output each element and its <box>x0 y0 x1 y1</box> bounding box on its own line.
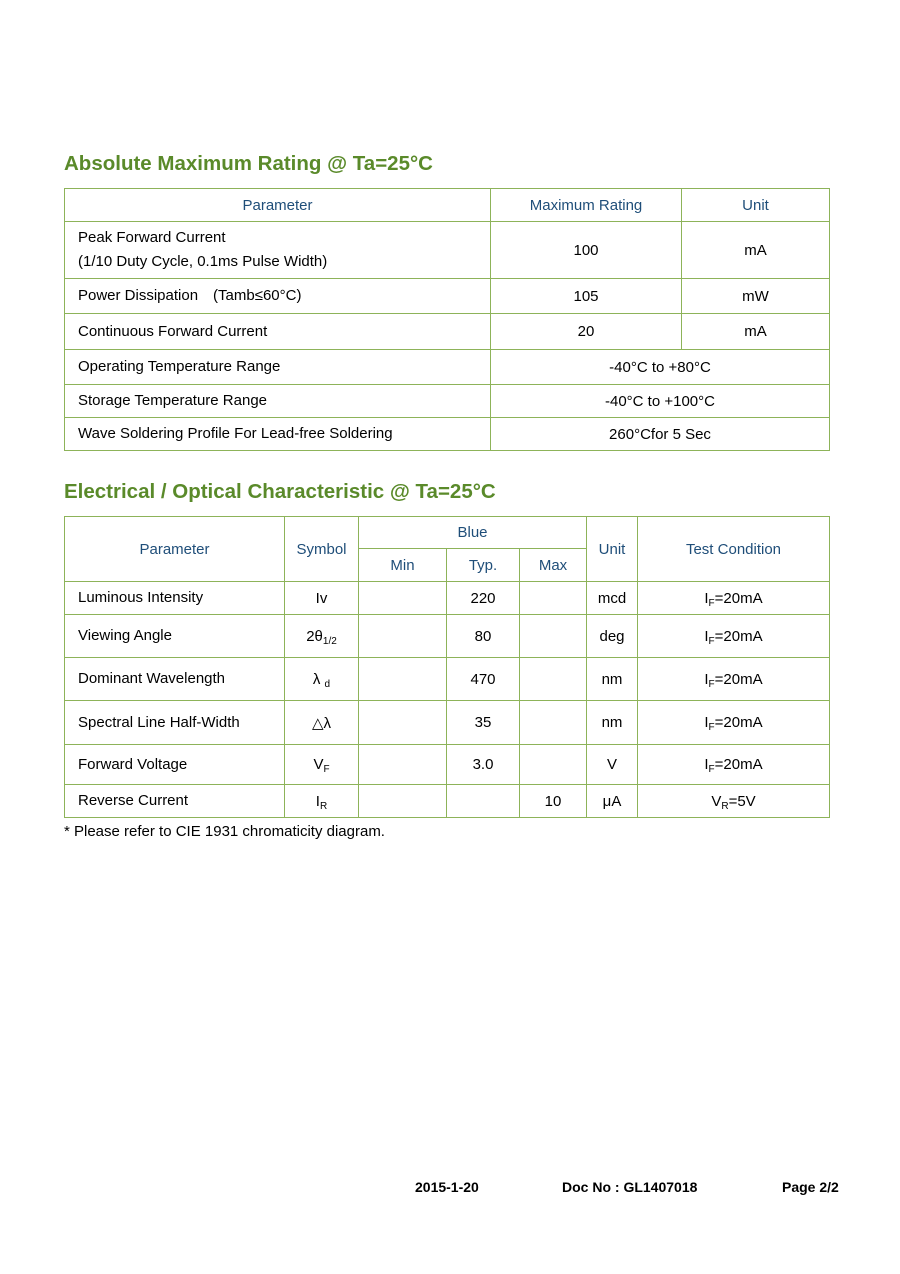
symbol-text: λ <box>312 670 325 688</box>
symbol-sub: R <box>319 800 328 812</box>
condition-cell <box>638 785 830 818</box>
condition-cell <box>638 701 830 745</box>
header-group-blue: Blue <box>359 517 587 549</box>
value-cell: 260°Cfor 5 Sec <box>491 418 830 451</box>
cond-sub: F <box>708 597 715 609</box>
param-line1: Peak Forward Current <box>78 229 226 246</box>
header-unit: Unit <box>682 189 830 222</box>
cond-text: V <box>711 792 722 810</box>
cie-note: * Please refer to CIE 1931 chromaticity diagram. <box>64 823 385 840</box>
symbol-cell <box>285 745 359 785</box>
cond-text: I <box>704 589 709 607</box>
unit-cell: mA <box>682 222 830 279</box>
header-typ: Typ. <box>447 549 520 582</box>
param-cell: Continuous Forward Current <box>65 314 491 350</box>
symbol-cell <box>285 658 359 701</box>
condition-cell <box>638 582 830 615</box>
cond-rest: =20mA <box>714 714 763 731</box>
param-cell: Luminous Intensity <box>65 582 285 615</box>
cond-rest: =20mA <box>714 756 763 773</box>
symbol-text: V <box>313 756 324 773</box>
unit-cell: nm <box>587 701 638 745</box>
header-parameter: Parameter <box>65 517 285 582</box>
symbol-cell <box>285 785 359 818</box>
max-cell <box>520 582 587 615</box>
header-test-condition: Test Condition <box>638 517 830 582</box>
table-row <box>65 279 830 314</box>
condition-cell <box>638 658 830 701</box>
unit-cell: nm <box>587 658 638 701</box>
value-cell: 105 <box>491 279 682 314</box>
param-cell <box>65 222 491 279</box>
symbol-cell <box>285 582 359 615</box>
table-row <box>65 314 830 350</box>
max-cell <box>520 615 587 658</box>
cond-sub: R <box>721 800 729 812</box>
max-cell <box>520 658 587 701</box>
min-cell <box>359 658 447 701</box>
max-cell: 10 <box>520 785 587 818</box>
param-cell: Forward Voltage <box>65 745 285 785</box>
param-line2: (1/10 Duty Cycle, 0.1ms Pulse Width) <box>78 253 328 270</box>
cond-rest: =5V <box>728 792 756 810</box>
unit-cell: V <box>587 745 638 785</box>
table-row <box>65 418 830 451</box>
symbol-sub: 1/2 <box>322 635 337 647</box>
typ-cell: 470 <box>447 658 520 701</box>
param-cell: Power Dissipation (Tamb≤60°C) <box>65 279 491 314</box>
condition-cell <box>638 745 830 785</box>
cond-text: I <box>704 627 709 645</box>
symbol-sub: d <box>324 678 331 690</box>
cond-rest: =20mA <box>714 627 763 645</box>
footer-date: 2015-1-20 <box>415 1179 479 1195</box>
table-row <box>65 615 830 658</box>
typ-cell: 220 <box>447 582 520 615</box>
cond-rest: =20mA <box>714 670 763 688</box>
param-cell: Operating Temperature Range <box>65 350 491 385</box>
cond-sub: F <box>708 678 715 690</box>
symbol-text: I <box>315 792 320 810</box>
table-row <box>65 222 830 279</box>
unit-cell: deg <box>587 615 638 658</box>
header-parameter: Parameter <box>65 189 491 222</box>
min-cell <box>359 745 447 785</box>
header-symbol: Symbol <box>285 517 359 582</box>
symbol-text: Iv <box>315 589 328 607</box>
table-row <box>65 582 830 615</box>
unit-cell: mW <box>682 279 830 314</box>
table-row <box>65 785 830 818</box>
table-row <box>65 701 830 745</box>
symbol-sub: F <box>323 764 330 775</box>
table-row <box>65 658 830 701</box>
min-cell <box>359 785 447 818</box>
cond-rest: =20mA <box>714 589 763 607</box>
table-header-row <box>65 517 830 549</box>
param-cell: Dominant Wavelength <box>65 658 285 701</box>
unit-cell: mcd <box>587 582 638 615</box>
header-min: Min <box>359 549 447 582</box>
abs-max-table <box>64 188 830 451</box>
unit-cell: mA <box>682 314 830 350</box>
param-cell: Viewing Angle <box>65 615 285 658</box>
footer-doc-no: Doc No : GL1407018 <box>562 1179 698 1195</box>
table-row <box>65 350 830 385</box>
cond-text: I <box>704 756 709 773</box>
typ-cell: 35 <box>447 701 520 745</box>
unit-cell: μA <box>587 785 638 818</box>
header-max: Max <box>520 549 587 582</box>
symbol-text: 2θ <box>306 627 323 645</box>
header-unit: Unit <box>587 517 638 582</box>
elec-title: Electrical / Optical Characteristic @ Ta=25°C <box>64 480 496 503</box>
symbol-text: △λ <box>311 714 332 732</box>
value-cell: 100 <box>491 222 682 279</box>
min-cell <box>359 582 447 615</box>
table-header-row <box>65 189 830 222</box>
cond-text: I <box>704 714 709 731</box>
symbol-cell <box>285 701 359 745</box>
table-row <box>65 745 830 785</box>
param-cell: Spectral Line Half-Width <box>65 701 285 745</box>
value-cell: 20 <box>491 314 682 350</box>
max-cell <box>520 701 587 745</box>
param-cell: Reverse Current <box>65 785 285 818</box>
abs-max-title: Absolute Maximum Rating @ Ta=25°C <box>64 152 433 175</box>
value-cell: -40°C to +80°C <box>491 350 830 385</box>
min-cell <box>359 701 447 745</box>
typ-cell: 80 <box>447 615 520 658</box>
typ-cell <box>447 785 520 818</box>
header-max-rating: Maximum Rating <box>491 189 682 222</box>
max-cell <box>520 745 587 785</box>
footer-page-number: Page 2/2 <box>782 1179 839 1195</box>
value-cell: -40°C to +100°C <box>491 385 830 418</box>
param-cell: Wave Soldering Profile For Lead-free Soldering <box>65 418 491 451</box>
condition-cell <box>638 615 830 658</box>
cond-sub: F <box>708 722 715 733</box>
symbol-cell <box>285 615 359 658</box>
cond-sub: F <box>708 635 715 647</box>
cond-text: I <box>704 670 709 688</box>
typ-cell: 3.0 <box>447 745 520 785</box>
cond-sub: F <box>708 764 715 775</box>
min-cell <box>359 615 447 658</box>
table-row <box>65 385 830 418</box>
param-cell: Storage Temperature Range <box>65 385 491 418</box>
elec-table <box>64 516 830 818</box>
